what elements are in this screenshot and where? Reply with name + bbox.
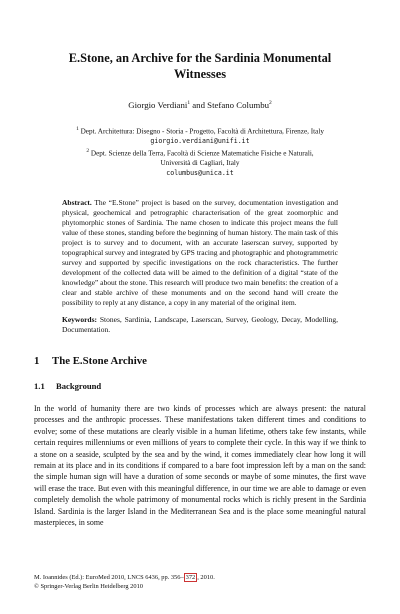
affiliation-2 [40, 146, 360, 178]
paper-title-line-1: E.Stone, an Archive for the Sardinia Monumental [68, 51, 332, 65]
affiliation-number: 1 [76, 126, 79, 132]
affiliation-marker: 2 [269, 100, 272, 107]
keywords-text: Stones, Sardinia, Landscape, Laserscan, Survey, Geology, Decay, Modelling, Documentation. [62, 315, 338, 334]
subsection-heading [34, 381, 101, 391]
section-heading [34, 355, 147, 367]
subsection-title: Background [56, 381, 102, 391]
section-number: 1 [34, 355, 40, 367]
affiliation-text: Università di Cagliari, Italy [160, 159, 240, 168]
abstract-text: The “E.Stone” project is based on the survey, documentation investigation and physical, geochemical and petrographic characterisation of the great zoomorphic and phytomorphic stones of Sardinia. The name chosen to indicate this project means the full value of these stones, standing before the beginning of human history. The main task of this project is to survey and to document, with an accurate laserscan survey, supported by topographical survey and integrated by GPS tracing and photographic and photogrammetric survey and supported by specific investigations on the rock characteristics. The further development of the collected data will be aimed to the definition of a digital “state of the knowledge” about the stone. This research will produce two main benefits: the creation of a clear and stable archive of these monuments and on the second hand will create the possibility to reply at any distance, a copy in any material of the original item. [62, 198, 338, 307]
page-footer [34, 574, 215, 591]
author-connector: and [190, 100, 208, 110]
page-range-link[interactable]: 372 [185, 574, 196, 581]
author-email: giorgio.verdiani@unifi.it [150, 137, 250, 146]
affiliation-text: Dept. Scienze della Terra, Facoltà di Scienze Matematiche Fisiche e Naturali, [89, 149, 314, 158]
subsection-number: 1.1 [34, 381, 45, 391]
author-list [40, 100, 360, 110]
affiliation-text: Dept. Architettura: Disegno - Storia - Progetto, Facoltà di Architettura, Firenze, Italy [78, 127, 324, 136]
body-paragraph: In the world of humanity there are two kinds of processes which are always present: the natural processes and the anthropic processes. These manifestations taken different times and conditions to evolve; some of these mutations are clearly visible in a human lifetime, others take few instants, while certain requires millenniums or even millions of years to complete their cycle. In this way if we think to a stone on a seaside, sculpted by the sea and by the wind, it comes immediately clear how long it will remain at its place and in its conditions if compared to a bare foot impression left by a man on the sand: the simple human sign will have a duration of some seconds or maybe of some minutes, the first wave will erase the trace. But even with this meaningful difference, in our time we are able to damage or even completely demolish the whole patrimony of monumental rocks which is richly present in the Sardinia Island. Sardinia is the larger Island in the Mediterranean Sea and is the place some meaningful natural masterpieces, in some [34, 404, 366, 528]
affiliation-number: 2 [86, 148, 90, 154]
paper-title-line-2: Witnesses [173, 67, 227, 81]
citation-text: M. Ioannides (Ed.): EuroMed 2010, LNCS 6436, pp. 356– [34, 574, 184, 581]
author-name: Giorgio Verdiani [128, 100, 188, 110]
affiliation-1 [40, 124, 360, 146]
keywords [62, 315, 338, 335]
affiliation-marker: 1 [187, 100, 191, 107]
citation-year: , 2010. [197, 574, 215, 581]
keywords-label: Keywords: [62, 315, 97, 324]
section-title: The E.Stone Archive [52, 355, 147, 367]
paper-title [40, 50, 360, 82]
abstract [62, 198, 338, 308]
author-email: columbus@unica.it [166, 169, 234, 178]
author-name: Stefano Columbu [207, 100, 269, 110]
copyright-notice: © Springer-Verlag Berlin Heidelberg 2010 [34, 582, 143, 590]
abstract-label: Abstract. [62, 198, 92, 207]
